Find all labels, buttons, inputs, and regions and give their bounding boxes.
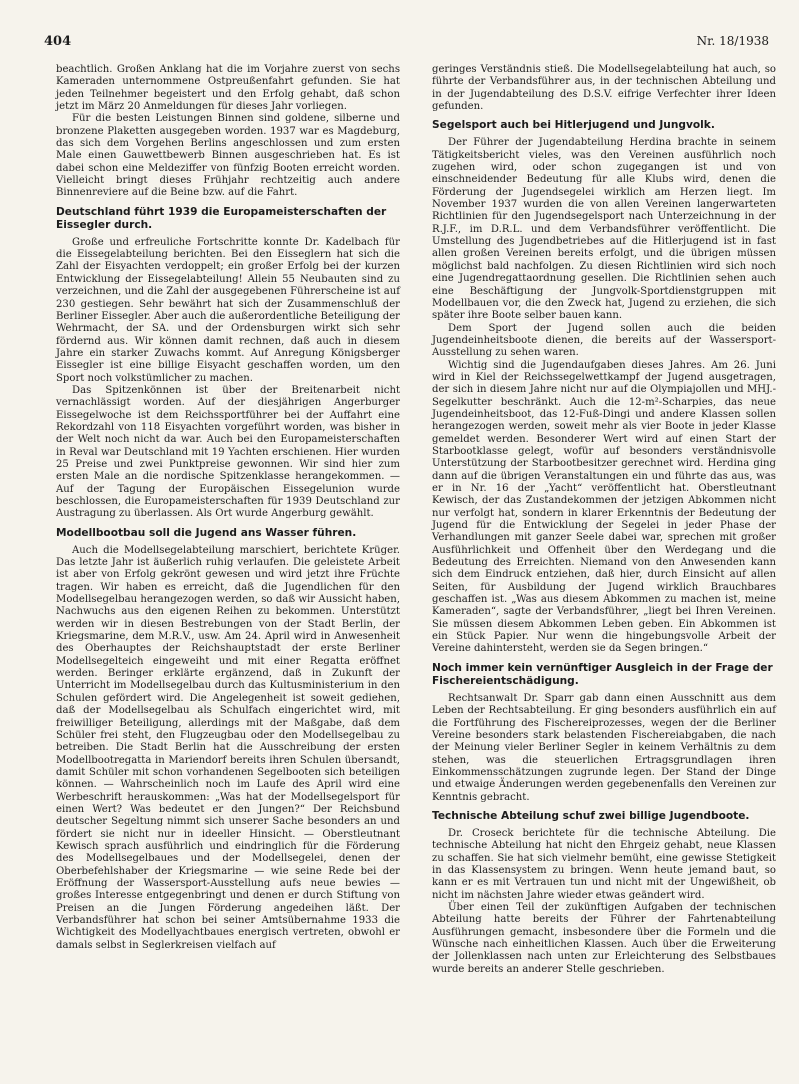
left-column [56,64,400,952]
section-heading: Segelsport auch bei Hitlerjugend und Jungvolk. [432,119,715,132]
paragraph: Dem Sport der Jugend sollen auch die beiden Jugendeinheitsboote dienen, die bereits auf der Wassersport-Ausstellung zu sehen waren. [432,322,776,359]
right-column [432,64,776,976]
page-number: 404 [44,34,72,49]
paragraph: Für die besten Leistungen Binnen sind goldene, silberne und bronzene Plaketten ausgegeben worden. 1937 war es Magdeburg, das sich dem Vorgehen Berlins angeschlossen und zum ersten Male einen Gauwettbewerb Binnen ausgeschrieben hat. Es ist dabei schon eine Meldeziffer von fünfzig Booten erreicht worden. Vielleicht bringt dieses Frühjahr rechtzeitig auch andere Binnenreviere auf die Beine bzw. auf die Fahrt. [56,113,400,199]
section-heading: Deutschland führt 1939 die Europameisterschaften der Eissegler durch. [56,205,387,231]
paragraph: Große und erfreuliche Fortschritte konnte Dr. Kadelbach für die Eissegelabteilung berichten. Bei den Eisseglern hat sich die Zahl der Eisyachten verdoppelt; ein großer Erfolg bei der kurzen Entwicklung der Eissegelabteilung! Allein 55 Neubauten sind zu verzeichnen, und die Zahl der ausgegebenen Führerscheine ist auf 230 gestiegen. Sehr bewährt hat sich der Zusammenschluß der Berliner Eissegler. Aber auch die außerordentliche Beteiligung der Wehrmacht, der SA. und der Ordensburgen wirkt sich sehr fördernd aus. Wir können damit rechnen, daß auch in diesem Jahre ein starker Zuwachs kommt. Auf Anregung Königsberger Eissegler ist eine billige Eisyacht geschaffen worden, um den Sport noch volkstümlicher zu machen. [56,236,400,384]
issue-number: Nr. 18/1938 [696,34,769,48]
paragraph: Rechtsanwalt Dr. Sparr gab dann einen Ausschnitt aus dem Leben der Rechtsabteilung. Er ging besonders ausführlich ein auf die Fortführung des Fischereiprozesses, wegen der die Berliner Vereine besonders stark belastenden Fischereiabgaben, die nach der Meinung vieler Berliner Segler in keinem Verhältnis zu dem stehen, was die steuerlichen Ertragsgrundlagen ihren Einkommensschätzungen zugrunde legen. Der Stand der Dinge und etwaige Änderungen werden gegebenenfalls den Vereinen zur Kenntnis gebracht. [432,692,776,803]
paragraph: beachtlich. Großen Anklang hat die im Vorjahre zuerst von sechs Kameraden unternommene Ostpreußenfahrt gefunden. Sie hat jeden Teilnehmer begeistert und den Erfolg gehabt, daß schon jetzt im März 20 Anmeldungen für dieses Jahr vorliegen. [56,64,400,113]
paragraph: Dr. Croseck berichtete für die technische Abteilung. Die technische Abteilung hat nicht den Ehrgeiz gehabt, neue Klassen zu schaffen. Sie hat sich vielmehr bemüht, eine gewisse Stetigkeit in das Klassensystem zu bringen. Wenn heute jemand baut, so kann er es mit Vertrauen tun und nicht mit der Ungewißheit, ob nicht im nächsten Jahre wieder etwas geändert wird. [432,827,776,901]
paragraph: Der Führer der Jugendabteilung Herdina brachte in seinem Tätigkeitsbericht vieles, was den Vereinen ausführlich noch zugehen wird, oder schon zugegangen ist und von einschneidender Bedeutung für alle Klubs wird, denen die Förderung der Jugendsegelei wirklich am Herzen liegt. Im November 1937 wurden die von allen Vereinen langerwarteten Richtlinien für den Jugendsegelsport nach Unterzeichnung in der R.J.F., im D.R.L. und dem Verbandsführer veröffentlicht. Die Umstellung des Jugendbetriebes auf die Hitlerjugend ist in fast allen großen Vereinen bereits erfolgt, und die übrigen müssen möglichst bald nachfolgen. Zu diesen Richtlinien wird sich noch eine Jugendregattaordnung gesellen. Die Richtlinien sehen auch eine Beschäftigung der Jungvolk-Sportdienstgruppen mit Modellbauen vor, die den Zweck hat, Jugend zu erziehen, die sich später ihre Boote selber bauen kann. [432,137,776,322]
section-heading: Modellbootbau soll die Jugend ans Wasser führen. [56,526,357,539]
paragraph: geringes Verständnis stieß. Die Modellsegelabteilung hat auch, so führte der Verbandsführer aus, in der technischen Abteilung und in der Jugendabteilung des D.S.V. eifrige Verfechter ihrer Ideen gefunden. [432,64,776,113]
paragraph: Wichtig sind die Jugendaufgaben dieses Jahres. Am 26. Juni wird in Kiel der Reichssegelwettkampf der Jugend ausgetragen, der sich in diesem Jahre nicht nur auf die Olympiajollen und MHJ.-Segelkutter beschränkt. Auch die 12-m²-Scharpies, das neue Jugendeinheitsboot, das 12-Fuß-Dingi und andere Klassen sollen herangezogen werden, soweit mehr als vier Boote in jeder Klasse gemeldet werden. Besonderer Wert wird auf einen Start der Starbootklasse gelegt, wofür auf besonders verständnisvolle Unterstützung der Starbootbesitzer gerechnet wird. Herdina ging dann auf die übrigen Veranstaltungen ein und führte das aus, was er in Nr. 16 der „Yacht“ veröffentlicht hat. Oberstleutnant Kewisch, der das Zustandekommen der jetzigen Abkommen nicht nur verfolgt hat, sondern in klarer Erkenntnis der Bedeutung der Jugend für die Entwicklung der Segelei in jeder Phase der Verhandlungen mit ganzer Seele dabei war, sprechen mit großer Ausführlichkeit und Offenheit über den Werdegang und die Bedeutung des Erreichten. Niemand von den Anwesenden kann sich dem Eindruck entziehen, daß hier, durch Einsicht auf allen Seiten, für Ausbildung der Jugend wirklich Brauchbares geschaffen ist. „Was aus diesem Abkommen zu machen ist, meine Kameraden“, sagte der Verbandsführer, „liegt bei Ihren Vereinen. Sie müssen diesem Abkommen Leben geben. Ein Abkommen ist ein Stück Papier. Nur wenn die hingebungsvolle Arbeit der Vereine dahintersteht, werden sie da Segen bringen.“ [432,359,776,655]
paragraph: Auch die Modellsegelabteilung marschiert, berichtete Krüger. Das letzte Jahr ist äußerlich ruhig verlaufen. Die geleistete Arbeit ist aber von Erfolg gekrönt gewesen und wird jetzt ihre Früchte tragen. Wir haben es erreicht, daß die Jugendlichen für den Modellsegelbau herangezogen werden, so daß wir Aussicht haben, Nachwuchs aus den eigenen Reihen zu bekommen. Unterstützt werden wir in diesen Bestrebungen von der Stadt Berlin, der Kriegsmarine, dem M.R.V., usw. Am 24. April wird in Anwesenheit des Oberhauptes der Reichshauptstadt der erste Berliner Modellsegelteich eingeweiht und mit einer Regatta eröffnet werden. Beringer erklärte ergänzend, daß in Zukunft der Unterricht im Modellsegelbau durch das Kultusministerium in den Schulen gefördert wird. Die Angelegenheit ist soweit gediehen, daß der Modellsegelbau als Schulfach eingerichtet wird, mit freiwilliger Beteiligung, allerdings mit der Maßgabe, daß dem Schüler frei steht, den Flugzeugbau oder den Modellsegelbau zu betreiben. Die Stadt Berlin hat die Ausschreibung der ersten Modellbootregatta in Mariendorf bereits ihren Schulen übersandt, damit Schüler mit schon vorhandenen Segelbooten sich beteiligen können. — Wahrscheinlich noch im Laufe des April wird eine Werbeschrift herauskommen: „Was hat der Modellsegelsport für einen Wert? Was bedeutet er den Jungen?“ Der Reichsbund deutscher Segeltung nimmt sich unserer Sache besonders an und fördert sie nicht nur in ideeller Hinsicht. — Oberstleutnant Kewisch sprach ausführlich und eindringlich für die Förderung des Modellsegelbaues und der Modellsegelei, denen der Oberbefehlshaber der Kriegsmarine — wie seine Rede bei der Eröffnung der Wassersport-Ausstellung aufs neue bewies — großes Interesse entgegenbringt und denen er durch Stiftung von Preisen an die Jungen Förderung angedeihen läßt. Der Verbandsführer hat schon bei seiner Amtsübernahme 1933 die Wichtigkeit des Modellyachtbaues energisch vertreten, obwohl er damals selbst in Seglerkreisen vielfach auf [56,544,400,951]
section-heading: Noch immer kein vernünftiger Ausgleich in der Frage der Fischereientschädigung. [432,661,773,687]
paragraph: Das Spitzenkönnen ist über der Breitenarbeit nicht vernachlässigt worden. Auf der diesjährigen Angerburger Eissegelwoche ist dem Reichssportführer bei der Auffahrt eine Rekordzahl von 118 Eisyachten vorgeführt worden, was bisher in der Welt noch nicht da war. Auch bei den Europameisterschaften in Reval war Deutschland mit 19 Yachten erschienen. Hier wurden 25 Preise und zwei Punktpreise gewonnen. Wir sind hier zum ersten Male an die nordische Spitzenklasse herangekommen. — Auf der Tagung der Europäischen Eissegelunion wurde beschlossen, die Europameisterschaften für 1939 Deutschland zur Austragung zu überlassen. Als Ort wurde Angerburg gewählt. [56,384,400,520]
section-heading: Technische Abteilung schuf zwei billige Jugendboote. [432,809,750,822]
paragraph: Über einen Teil der zukünftigen Aufgaben der technischen Abteilung hatte bereits der Führer der Fahrtenabteilung Ausführungen gemacht, insbesondere über die Formeln und die Wünsche nach einheitlichen Klassen. Auch über die Erweiterung der Jollenklassen nach unten zur Erleichterung des Selbstbaues wurde bereits an anderer Stelle geschrieben. [432,901,776,975]
